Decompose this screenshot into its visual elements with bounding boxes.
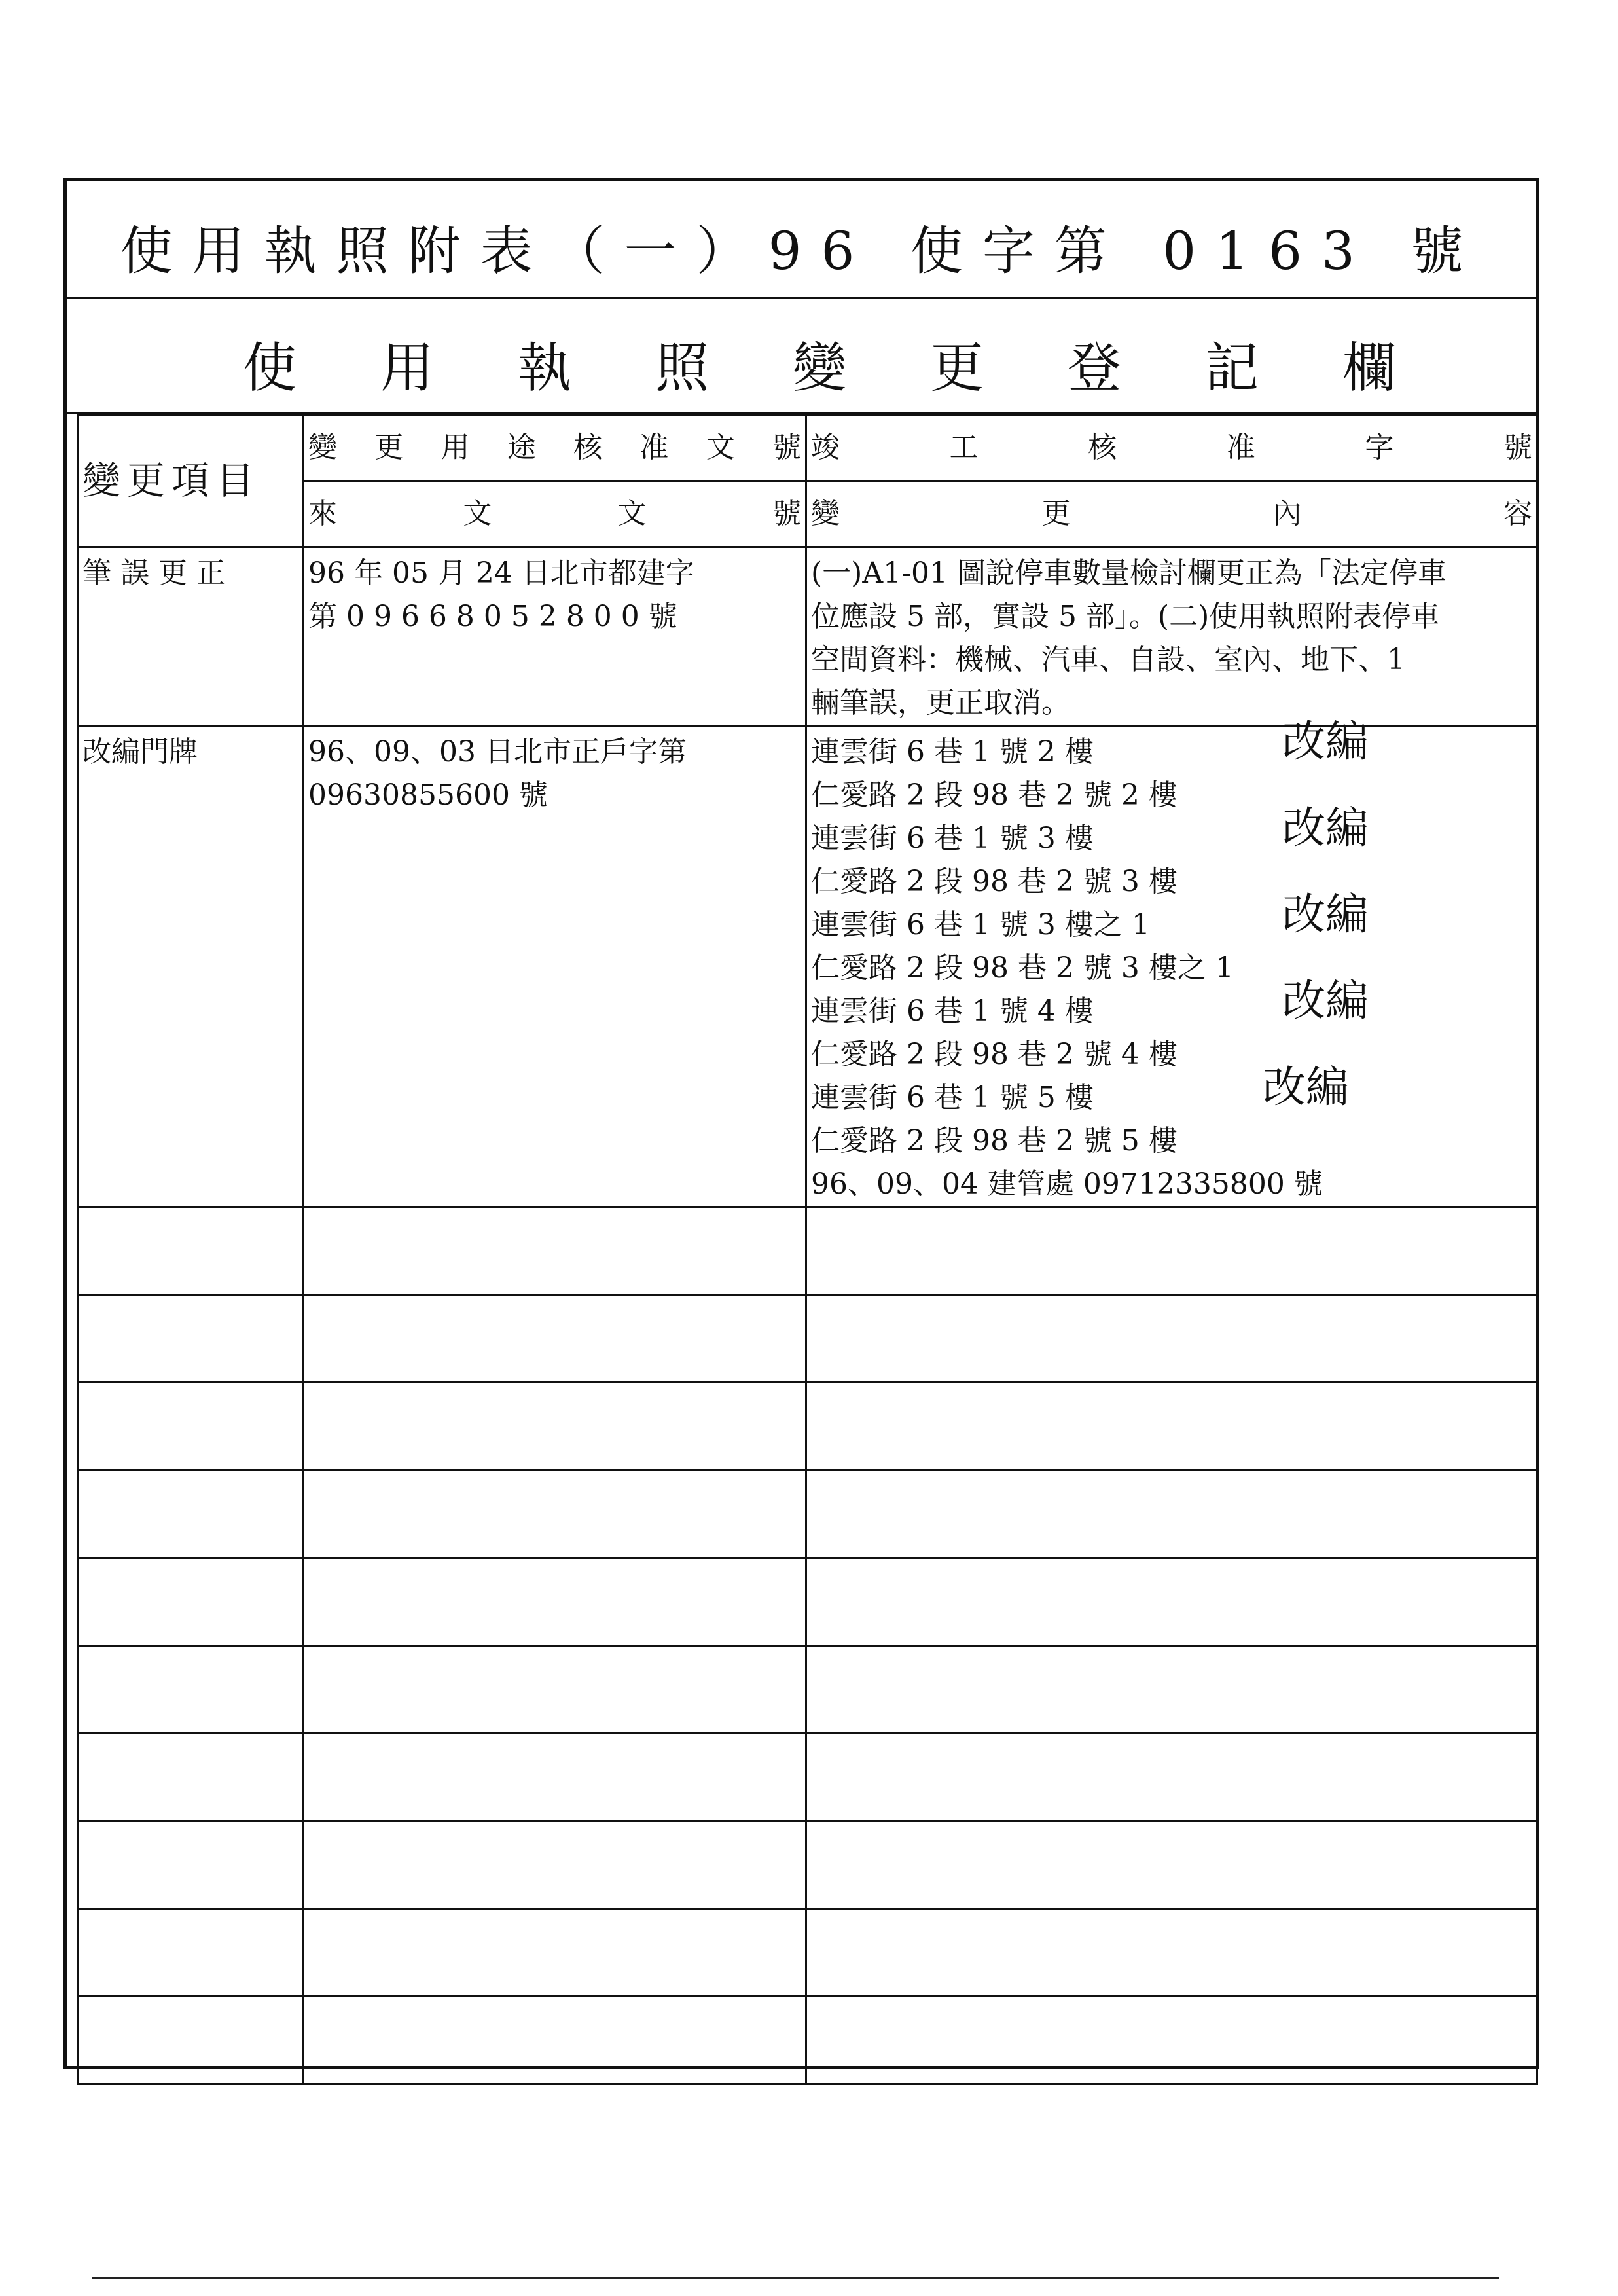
content-line: 96、09、04 建管處 09712335800 號 — [811, 1167, 1323, 1201]
empty-cell — [806, 1821, 1537, 1909]
subtitle-char: 記 — [1204, 337, 1259, 399]
empty-cell — [78, 1821, 304, 1909]
empty-cell — [78, 1909, 304, 1997]
content-line: 仁愛路 2 段 98 巷 2 號 4 樓 — [811, 1038, 1178, 1071]
empty-row — [78, 1470, 1537, 1558]
subtitle-char: 照 — [655, 337, 709, 399]
content-line: 輛筆誤，更正取消。 — [811, 686, 1070, 720]
header-item-cell — [78, 415, 304, 547]
empty-cell — [304, 1997, 806, 2085]
form-frame — [63, 178, 1539, 2069]
header-char: 准 — [639, 431, 669, 464]
row-item: 改編門牌 — [82, 735, 198, 769]
empty-cell — [806, 1470, 1537, 1558]
stamp-kaibian: 改編 — [1282, 889, 1369, 939]
empty-row — [78, 1383, 1537, 1470]
empty-cell — [806, 1558, 1537, 1646]
empty-cell — [806, 1207, 1537, 1295]
empty-cell — [806, 1383, 1537, 1470]
header-content-cell — [806, 481, 1537, 547]
empty-cell — [304, 1821, 806, 1909]
empty-cell — [304, 1558, 806, 1646]
header-approval-cell — [304, 415, 806, 481]
row-doc-cell — [304, 547, 806, 726]
row-item: 筆 誤 更 正 — [82, 556, 225, 590]
empty-cell — [806, 1997, 1537, 2085]
header-char: 用 — [440, 431, 470, 464]
empty-cell — [78, 1558, 304, 1646]
doc-line: 96、09、03 日北市正戶字第 — [308, 735, 687, 769]
empty-row — [78, 1558, 1537, 1646]
header-char: 字 — [1365, 431, 1394, 464]
subtitle-char: 用 — [380, 337, 434, 399]
header-char: 號 — [772, 497, 801, 530]
empty-row — [78, 1997, 1537, 2085]
header-char: 核 — [573, 431, 603, 464]
page-title: 使用執照附表（一）96 使字第 0163 號 — [120, 221, 1483, 282]
empty-cell — [78, 1470, 304, 1558]
row-content-cell — [806, 547, 1537, 726]
content-line: 仁愛路 2 段 98 巷 2 號 3 樓 — [811, 865, 1178, 898]
header-char: 變 — [811, 497, 840, 530]
header-char: 更 — [374, 431, 404, 464]
stamp-kaibian: 改編 — [1282, 803, 1369, 853]
content-line: (一)A1-01 圖說停車數量檢討欄更正為「法定停車 — [811, 556, 1447, 590]
content-line: 仁愛路 2 段 98 巷 2 號 2 樓 — [811, 778, 1178, 812]
header-char: 內 — [1272, 497, 1302, 530]
content-line: 連雲街 6 巷 1 號 4 樓 — [811, 994, 1094, 1028]
content-line: 連雲街 6 巷 1 號 2 樓 — [811, 735, 1094, 769]
empty-cell — [78, 1207, 304, 1295]
content-line: 仁愛路 2 段 98 巷 2 號 5 樓 — [811, 1124, 1178, 1157]
doc-line: 第 0 9 6 6 8 0 5 2 8 0 0 號 — [308, 600, 677, 633]
subtitle-row — [67, 299, 1536, 414]
header-char: 工 — [949, 431, 979, 464]
header-char: 准 — [1226, 431, 1255, 464]
stamp-kaibian: 改編 — [1282, 975, 1369, 1026]
empty-cell — [304, 1909, 806, 1997]
row-content-cell — [806, 716, 1537, 1207]
header-char: 來 — [308, 497, 337, 530]
row-item-cell — [78, 726, 304, 1207]
bottom-rule — [92, 2277, 1499, 2279]
header-char: 號 — [1503, 431, 1532, 464]
empty-cell — [304, 1470, 806, 1558]
header-char: 號 — [772, 431, 801, 464]
empty-cell — [806, 1909, 1537, 1997]
change-register-table — [77, 414, 1538, 2085]
subtitle-char: 變 — [792, 337, 846, 399]
empty-cell — [304, 1646, 806, 1734]
header-char: 核 — [1088, 431, 1117, 464]
header-completion-cell — [806, 415, 1537, 481]
empty-cell — [78, 1734, 304, 1821]
empty-row — [78, 1295, 1537, 1383]
empty-row — [78, 1909, 1537, 1997]
header-char: 變 — [308, 431, 337, 464]
subtitle-char: 更 — [929, 337, 984, 399]
header-row-1 — [78, 415, 1537, 481]
content-line: 位應設 5 部，實設 5 部」。(二)使用執照附表停車 — [811, 600, 1440, 633]
header-item: 變更項目 — [82, 458, 261, 503]
doc-line: 09630855600 號 — [308, 778, 548, 812]
subtitle-char: 欄 — [1342, 337, 1396, 399]
subtitle-char: 使 — [242, 337, 297, 399]
table-row — [78, 547, 1537, 726]
empty-cell — [806, 1734, 1537, 1821]
header-char: 文 — [706, 431, 735, 464]
empty-row — [78, 1207, 1537, 1295]
subtitle-char: 執 — [517, 337, 571, 399]
empty-cell — [304, 1207, 806, 1295]
empty-cell — [78, 1295, 304, 1383]
header-char: 途 — [507, 431, 536, 464]
empty-cell — [304, 1734, 806, 1821]
title-row — [67, 181, 1536, 299]
header-char: 竣 — [811, 431, 840, 464]
empty-cell — [806, 1295, 1537, 1383]
empty-cell — [806, 1646, 1537, 1734]
header-char: 文 — [617, 497, 647, 530]
header-char: 更 — [1041, 497, 1071, 530]
header-char: 文 — [463, 497, 492, 530]
empty-cell — [304, 1383, 806, 1470]
empty-cell — [78, 1383, 304, 1470]
content-line: 空間資料：機械、汽車、自設、室內、地下、1 — [811, 643, 1405, 676]
subtitle-char: 登 — [1067, 337, 1121, 399]
empty-row — [78, 1821, 1537, 1909]
table-row — [78, 726, 1537, 1207]
empty-cell — [304, 1295, 806, 1383]
content-line: 連雲街 6 巷 1 號 3 樓 — [811, 822, 1094, 855]
doc-line: 96 年 05 月 24 日北市都建字 — [308, 556, 694, 590]
empty-cell — [78, 1997, 304, 2085]
content-line: 連雲街 6 巷 1 號 5 樓 — [811, 1081, 1094, 1114]
empty-cell — [78, 1646, 304, 1734]
empty-row — [78, 1646, 1537, 1734]
row-item-cell — [78, 547, 304, 726]
row-doc-cell — [304, 726, 806, 1207]
stamp-kaibian: 改編 — [1282, 716, 1369, 767]
content-line: 連雲街 6 巷 1 號 3 樓之 1 — [811, 908, 1150, 941]
header-incoming-cell — [304, 481, 806, 547]
empty-row — [78, 1734, 1537, 1821]
stamp-kaibian: 改編 — [1263, 1062, 1349, 1112]
header-char: 容 — [1503, 497, 1532, 530]
content-line: 仁愛路 2 段 98 巷 2 號 3 樓之 1 — [811, 951, 1234, 985]
